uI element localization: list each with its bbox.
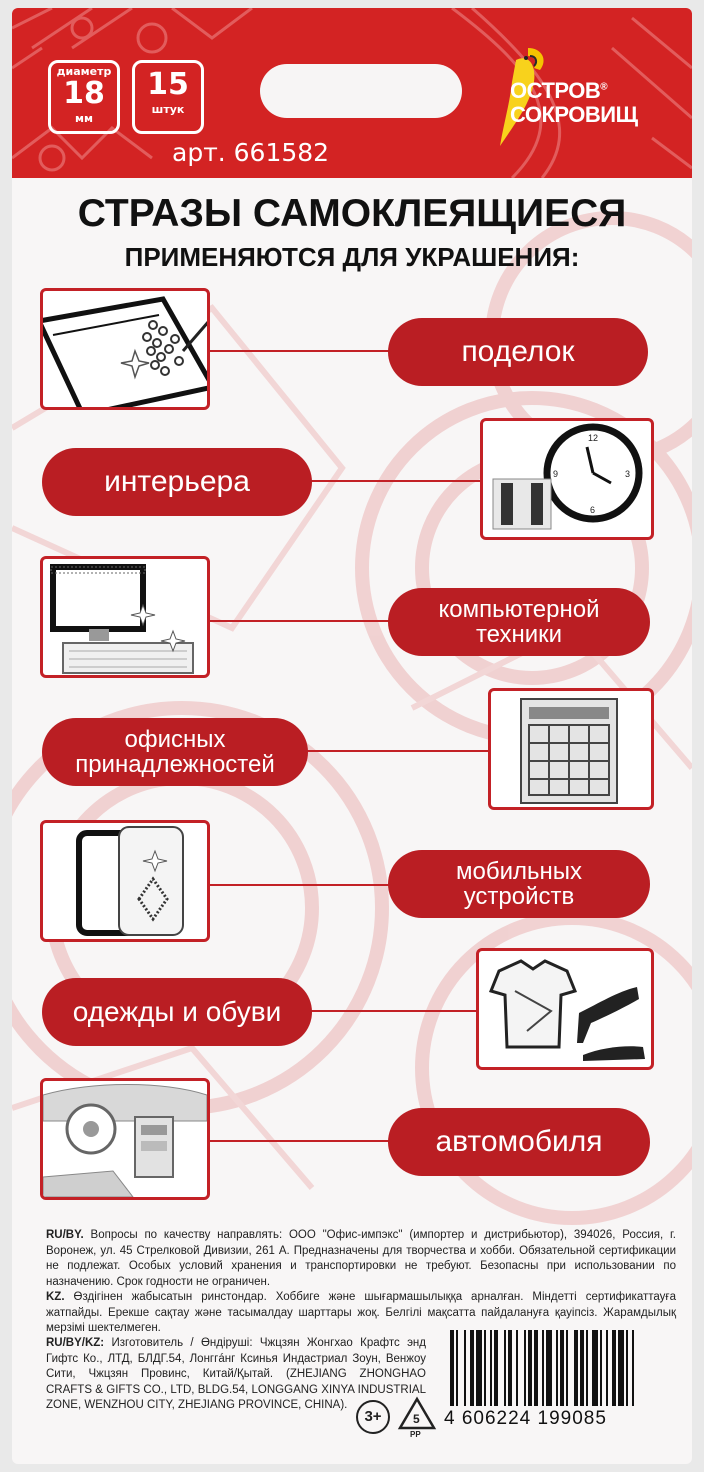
barcode-bar <box>574 1330 578 1406</box>
barcode-bar <box>546 1330 552 1406</box>
package-card <box>12 8 692 1464</box>
svg-text:12: 12 <box>588 433 599 443</box>
barcode-bar <box>592 1330 598 1406</box>
connector-line <box>292 750 492 752</box>
connector-line <box>208 884 408 886</box>
wall-clock-icon <box>483 421 651 537</box>
craft-image <box>40 288 210 410</box>
svg-text:9: 9 <box>553 469 559 479</box>
barcode-bar <box>456 1330 458 1406</box>
barcode-bar <box>484 1330 486 1406</box>
use-pill-car: автомобиля <box>388 1108 650 1176</box>
connector-line <box>292 1010 492 1012</box>
diameter-badge <box>48 60 120 134</box>
recycle-pp-icon <box>396 1396 438 1438</box>
connector-line <box>292 480 482 482</box>
barcode-bar <box>470 1330 474 1406</box>
barcode-bar <box>542 1330 544 1406</box>
computer-image <box>40 556 210 678</box>
barcode-bar <box>490 1330 492 1406</box>
use-pill-interior: интерьера <box>42 448 312 516</box>
barcode-bar <box>524 1330 526 1406</box>
calendar-icon <box>491 691 651 807</box>
barcode-bar <box>560 1330 564 1406</box>
diameter-value: 18 <box>63 76 105 111</box>
smartphone-icon <box>43 823 207 939</box>
brand-line-1: ОСТРОВ® <box>510 78 608 103</box>
count-value: 15 <box>147 67 189 102</box>
svg-text:6: 6 <box>590 505 596 515</box>
barcode-bar <box>556 1330 558 1406</box>
count-unit: штук <box>151 103 185 116</box>
svg-text:5: 5 <box>413 1412 420 1426</box>
clothes-image <box>476 948 654 1070</box>
product-subtitle: ПРИМЕНЯЮТСЯ ДЛЯ УКРАШЕНИЯ: <box>124 242 580 272</box>
craft-board-icon <box>43 291 207 407</box>
connector-line <box>208 1140 408 1142</box>
article-number: арт. 661582 <box>172 138 330 167</box>
barcode-bar <box>612 1330 616 1406</box>
svg-text:3: 3 <box>625 469 631 479</box>
barcode-bar <box>516 1330 518 1406</box>
barcode-bar <box>504 1330 506 1406</box>
interior-image <box>480 418 654 540</box>
info-kz: KZ. Өздігінен жабысатын ринстондар. Хоббиге және шығармашылыққа арналған. Міндетті сертификаттауға жатпайды. Ерекше сақтау және тасымалдау шарттары жоқ. Белгілі мақсатта пайдалануға қауіпсіз. Жарамдылық мерзімі шектелмеген. <box>46 1291 676 1334</box>
barcode-bar <box>580 1330 584 1406</box>
use-pill-clothes: одежды и обуви <box>42 978 312 1046</box>
connector-line <box>210 350 410 352</box>
barcode-bar <box>528 1330 532 1406</box>
count-badge <box>132 60 204 134</box>
use-pill-crafts: поделок <box>388 318 648 386</box>
info-ru: RU/BY. Вопросы по качеству направлять: ООО "Офис-импэкс" (импортер и дистрибьютор), 394026, Россия, г. Воронеж, ул. 45 Стрелковой Дивизии, 261 А. Предназначены для творчества и хобби. Обязательной сертификации не подлежат. Особых условий хранения и транспортировки не требуют. Безопасны при использовании по назначению. Срок годности не ограничен. <box>46 1229 677 1288</box>
barcode-bar <box>632 1330 634 1406</box>
diameter-label: диаметр <box>56 65 112 78</box>
use-pill-mobile: мобильных устройств <box>388 850 650 918</box>
mobile-image <box>40 820 210 942</box>
barcode-bar <box>618 1330 624 1406</box>
svg-text:PP: PP <box>410 1430 421 1438</box>
age-mark: 3+ <box>356 1400 390 1434</box>
use-pill-office: офисных принадлежностей <box>42 718 308 786</box>
car-dashboard-icon <box>43 1081 207 1197</box>
barcode <box>444 1330 680 1436</box>
use-pill-computers: компьютерной техники <box>388 588 650 656</box>
barcode-bar <box>606 1330 608 1406</box>
barcode-bar <box>464 1330 466 1406</box>
barcode-bar <box>626 1330 628 1406</box>
connector-line <box>208 620 408 622</box>
product-title: СТРАЗЫ САМОКЛЕЯЩИЕСЯ <box>77 192 627 235</box>
barcode-bar <box>534 1330 538 1406</box>
barcode-bar <box>566 1330 568 1406</box>
barcode-bar <box>450 1330 454 1406</box>
computer-monitor-icon <box>43 559 207 675</box>
barcode-bar <box>600 1330 602 1406</box>
barcode-bar <box>586 1330 588 1406</box>
barcode-bar <box>476 1330 482 1406</box>
info-text-block <box>46 1228 676 1337</box>
manufacturer-info: RU/BY/KZ: Изготовитель / Өндіруші: Чжцзян Жонгхао Крафтс энд Гифтс Ко., ЛТД, БЛДГ.54, Лонггáнг Ксинья Индастриал Зоун, Венжоу Сити, Чжцзян Провинс, Китай/Қытай. (ZHEJIANG ZHONGHAO CRAFTS & GIFTS CO., LTD, BLDG.54, LONGGANG XINYA INDUSTRIAL ZONE, WENZHOU CITY, ZHEJIANG PROVINCE, CHINA). <box>46 1337 426 1411</box>
car-image <box>40 1078 210 1200</box>
office-image <box>488 688 654 810</box>
barcode-bar <box>508 1330 512 1406</box>
diameter-unit: мм <box>75 112 93 125</box>
barcode-bar <box>494 1330 498 1406</box>
barcode-number: 4 606224 199085 <box>444 1408 607 1429</box>
tshirt-shoe-icon <box>479 951 651 1067</box>
hang-hole <box>260 64 462 118</box>
barcode-bars <box>444 1330 680 1406</box>
brand-line-2: СОКРОВИЩ <box>510 102 638 127</box>
